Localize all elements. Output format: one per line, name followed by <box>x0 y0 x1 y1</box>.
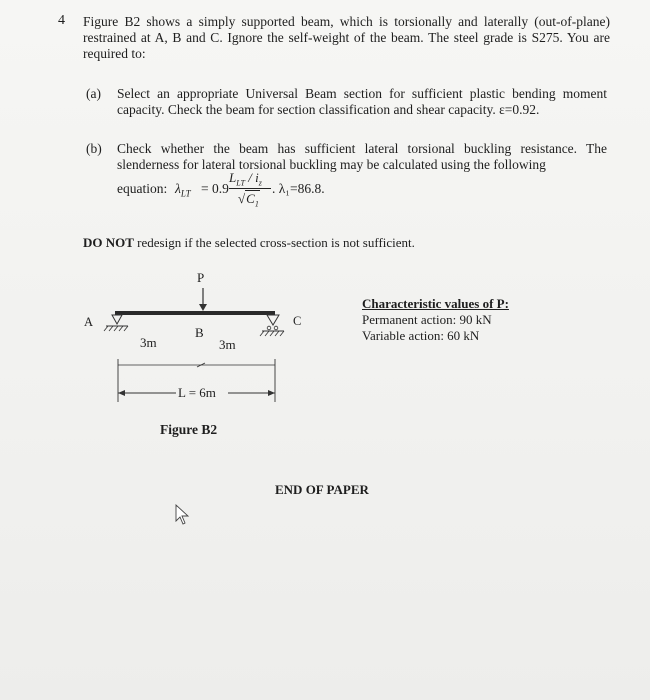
support-c-hatch <box>260 331 284 336</box>
mouse-cursor-icon <box>176 505 188 524</box>
point-b-label: B <box>195 325 204 340</box>
equation-suffix: . λ₁=86.8. <box>272 181 325 196</box>
characteristic-values <box>362 296 509 344</box>
permanent-action: Permanent action: 90 kN <box>362 312 492 327</box>
total-length-label: L = 6m <box>178 385 216 400</box>
support-c-label: C <box>293 314 302 328</box>
equation-lambda: $\lambda_{LT}$ <box>175 181 191 199</box>
do-not-redesign-note: DO NOT redesign if the selected cross-section is not sufficient. <box>83 235 415 250</box>
support-a-hatch <box>104 326 128 331</box>
part-b-label: (b) <box>86 141 102 156</box>
part-b-text: Check whether the beam has sufficient lateral torsional buckling resistance. The slenderness for lateral torsional buckling may be calculated using the following <box>117 141 607 172</box>
equation-equals: = 0.9 <box>201 181 229 196</box>
figure-caption: Figure B2 <box>160 422 218 437</box>
part-a-text: Select an appropriate Universal Beam section for sufficient plastic bending moment capacity. Check the beam for section classification and shear capacity. ε=0.92. <box>117 86 607 117</box>
variable-action: Variable action: 60 kN <box>362 328 480 343</box>
dimension-arrow-left <box>118 390 125 396</box>
dimension-arrow-right <box>268 390 275 396</box>
part-a-label: (a) <box>86 86 101 101</box>
fraction-denominator: $√C_1$ <box>238 191 259 209</box>
span-right-label: 3m <box>219 337 236 352</box>
span-left-label: 3m <box>140 335 157 350</box>
equation-prefix: equation: <box>117 181 168 196</box>
question-intro: Figure B2 shows a simply supported beam, which is torsionally and laterally (out-of-plane) restrained at A, B and C. Ignore the self-weight of the beam. The steel grade is S275. You are required to: <box>83 14 610 61</box>
fraction-numerator: $L_{LT} / i_z$ <box>229 170 262 188</box>
support-c-roller <box>267 315 279 325</box>
support-a-pin <box>112 315 122 324</box>
support-a-label: A <box>84 315 94 329</box>
roller-wheel <box>267 326 271 330</box>
load-label: P <box>197 270 205 285</box>
beam <box>115 311 275 315</box>
question-number: 4 <box>58 13 65 28</box>
roller-wheel <box>274 326 278 330</box>
end-of-paper: END OF PAPER <box>275 482 369 497</box>
load-arrow-head <box>199 304 207 311</box>
characteristic-title: Characteristic values of P: <box>362 296 509 311</box>
